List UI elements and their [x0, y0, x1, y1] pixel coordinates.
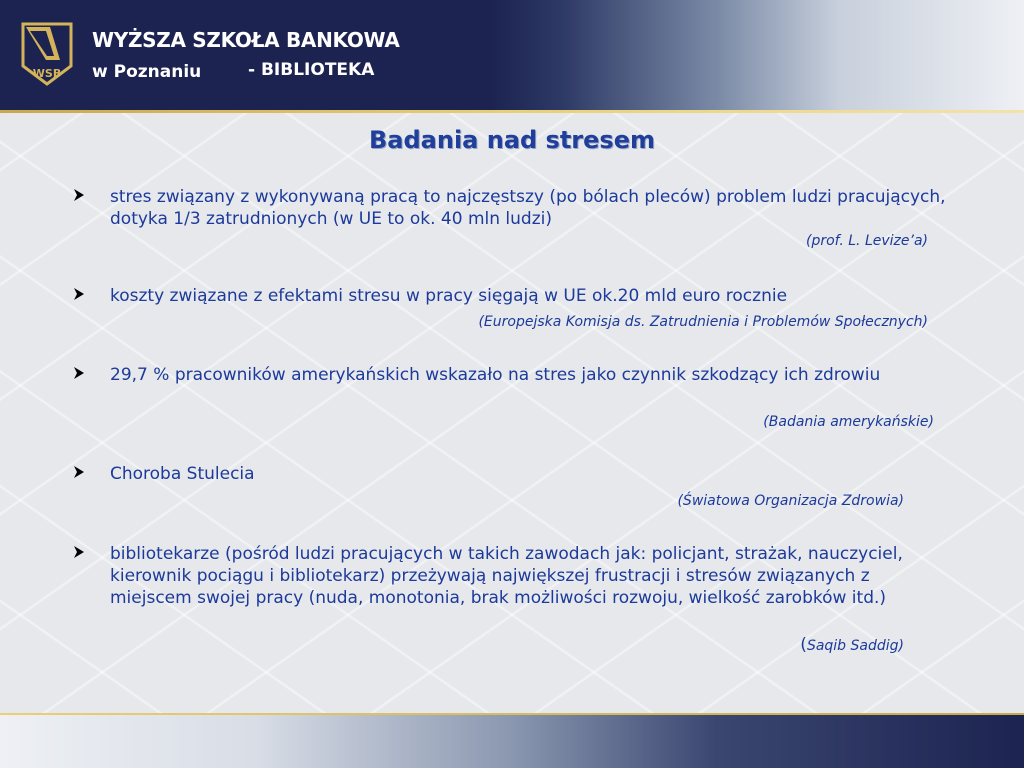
slide-title: Badania nad stresem	[369, 126, 655, 154]
bullet-text: bibliotekarze (pośród ludzi pracujących w takich zawodach jak: policjant, strażak, nauczyciel, kierownik pociągu i bibliotekarz) przeżywają największej frustracji i stresów związanych z miejscem swojej pracy (nuda, monotonia, brak możliwości rozwoju, wielkość zarobków itd.)	[110, 544, 903, 608]
bullet-text: 29,7 % pracowników amerykańskich wskazało na stres jako czynnik szkodzący ich zdrowiu	[110, 365, 881, 385]
bullet-text: koszty związane z efektami stresu w pracy sięgają w UE ok.20 mld euro rocznie	[110, 286, 788, 306]
svg-text:WSB: WSB	[32, 67, 62, 80]
footer-banner	[0, 715, 1024, 768]
bullet-citation: (Europejska Komisja ds. Zatrudnienia i Problemów Społecznych)	[478, 314, 928, 330]
bullet-citation: (Światowa Organizacja Zdrowia)	[677, 493, 904, 509]
bullet-item	[72, 463, 952, 485]
school-city: w Poznaniu	[92, 62, 202, 82]
wsb-logo	[20, 20, 74, 88]
bullet-text: Choroba Stulecia	[110, 464, 255, 484]
citation-author: Saqib Saddig)	[806, 638, 904, 654]
bullet-item	[72, 364, 952, 386]
school-name: WYŻSZA SZKOŁA BANKOWA	[92, 28, 400, 52]
bullet-citation: (Badania amerykańskie)	[763, 414, 934, 430]
arrow-bullet-icon	[72, 366, 86, 380]
arrow-bullet-icon	[72, 188, 86, 202]
arrow-bullet-icon	[72, 287, 86, 301]
bullet-text: stres związany z wykonywaną pracą to najczęstszy (po bólach pleców) problem ludzi pracujących, dotyka 1/3 zatrudnionych (w UE to ok. 40 mln ludzi)	[110, 187, 946, 229]
library-label: - BIBLIOTEKA	[248, 60, 375, 80]
arrow-bullet-icon	[72, 465, 86, 479]
header-banner	[0, 0, 1024, 110]
bullet-citation	[800, 635, 904, 655]
bullet-item	[72, 543, 952, 609]
bullet-item	[72, 285, 952, 307]
citation-open-paren: (	[800, 635, 807, 655]
bullet-citation: (prof. L. Levize’a)	[806, 233, 928, 249]
bullet-item	[72, 186, 952, 230]
arrow-bullet-icon	[72, 545, 86, 559]
